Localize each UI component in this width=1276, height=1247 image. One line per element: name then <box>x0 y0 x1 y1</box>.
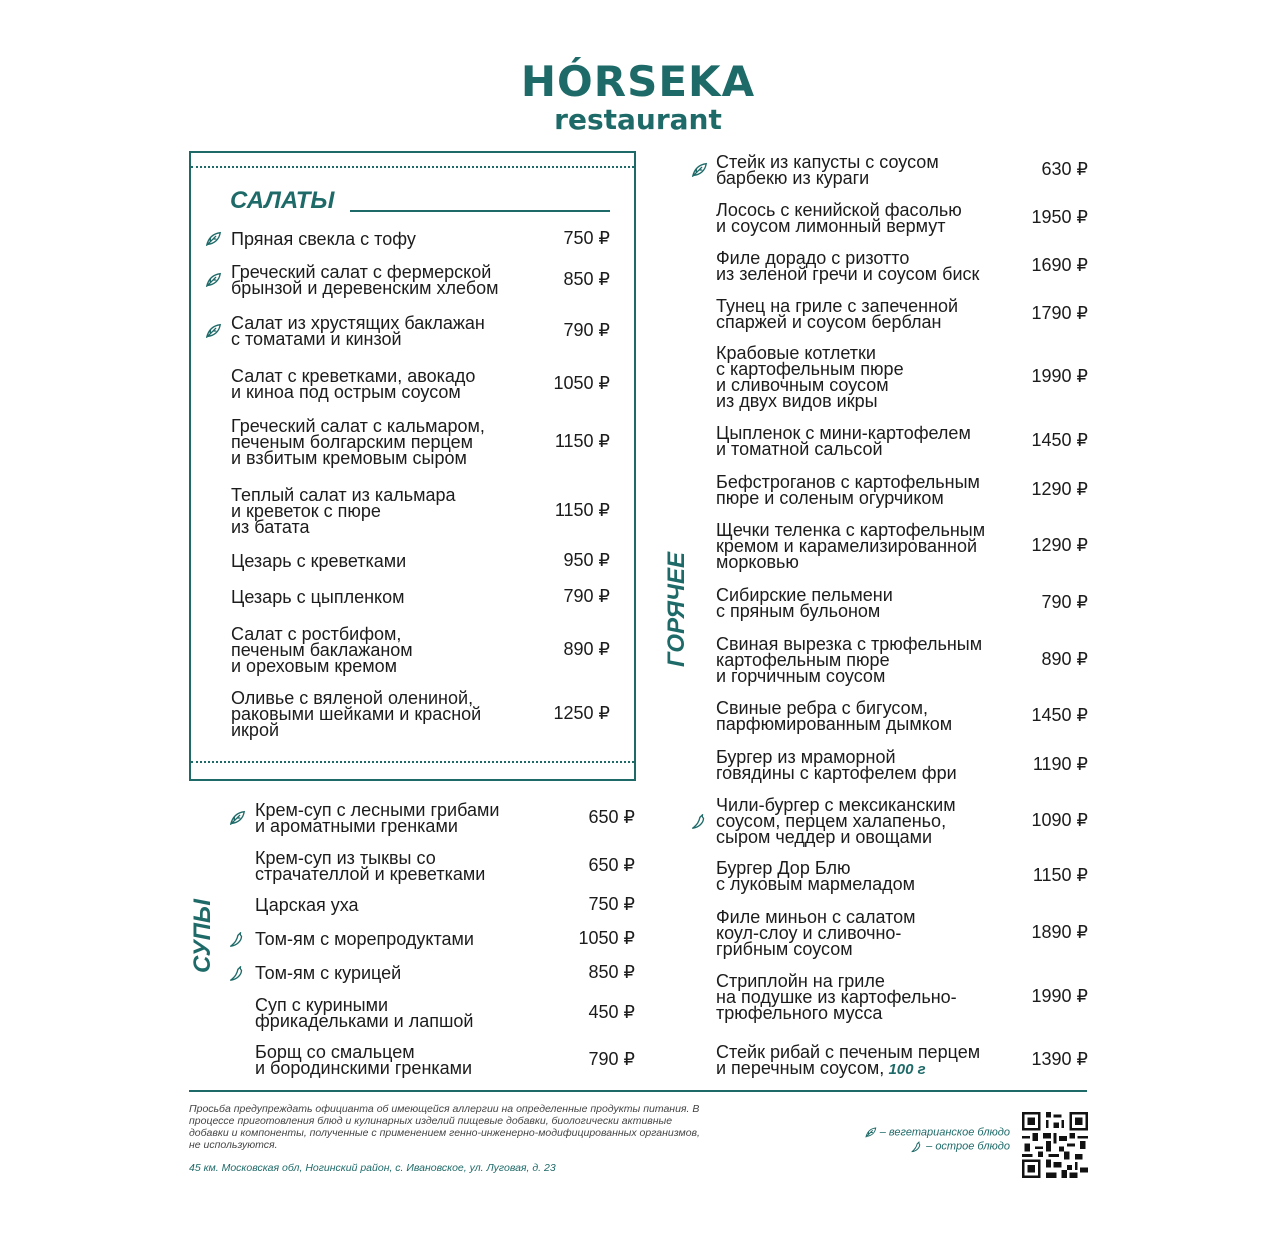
item-name-line: картофельным пюре <box>716 650 890 670</box>
hot-item-price: 1450 ₽ <box>1031 705 1088 725</box>
hot-item-price: 1450 ₽ <box>1031 430 1088 450</box>
hot-item-price: 890 ₽ <box>1041 649 1088 669</box>
salads-item-name <box>231 264 499 296</box>
footer-rule <box>189 1090 1087 1092</box>
item-name-line: Стейк рибай с печеным перцем <box>716 1042 981 1062</box>
soups-item-name <box>255 850 485 882</box>
hot-item-name <box>716 250 979 282</box>
hot-item-name <box>716 973 957 1021</box>
chili-icon <box>228 964 246 982</box>
hot-item-price: 1790 ₽ <box>1031 303 1088 323</box>
item-name-line: икрой <box>231 720 280 740</box>
item-name-line: Филе дорадо с ризотто <box>716 248 910 268</box>
hot-item-name <box>716 700 952 732</box>
item-name-line: из батата <box>231 517 310 537</box>
salads-item-name <box>231 690 481 738</box>
salads-item-price: 790 ₽ <box>563 320 610 340</box>
soups-item-price: 650 ₽ <box>588 855 635 875</box>
address: 45 км. Московская обл, Ногинский район, с. Ивановское, ул. Луговая, д. 23 <box>189 1162 556 1174</box>
hot-item-name <box>716 797 956 845</box>
soups-item-price: 450 ₽ <box>588 1002 635 1022</box>
salads-item-price: 1150 ₽ <box>554 500 610 520</box>
item-name-line: Филе миньон с салатом <box>716 907 916 927</box>
brand-subtitle: restaurant <box>554 103 722 136</box>
item-name-line: Оливье с вяленой олениной, <box>231 688 474 708</box>
hot-item-price: 1390 ₽ <box>1031 1049 1088 1069</box>
item-name-line: страчателлой и креветками <box>255 864 486 884</box>
salads-title-rule <box>350 210 610 212</box>
hot-item-price: 1190 ₽ <box>1032 754 1088 774</box>
salads-item-name <box>231 231 416 247</box>
hot-item-price: 630 ₽ <box>1041 159 1088 179</box>
hot-title: ГОРЯЧЕЕ <box>663 552 690 667</box>
item-name-line: и бородинскими гренками <box>255 1058 473 1078</box>
salads-item-name <box>231 553 406 569</box>
item-name-line: трюфельного мусса <box>716 1003 883 1023</box>
salads-item-name <box>231 626 413 674</box>
item-name-line: Суп с куриными <box>255 995 388 1015</box>
item-name-line: Свиные ребра с бигусом, <box>716 698 928 718</box>
soups-title: СУПЫ <box>189 899 216 973</box>
item-name-line: Сибирские пельмени <box>716 585 893 605</box>
salads-title: САЛАТЫ <box>230 187 335 214</box>
item-name-line: и ореховым кремом <box>231 656 398 676</box>
item-name-line: говядины с картофелем фри <box>716 763 957 783</box>
hot-item-name <box>716 202 962 234</box>
item-name-line: Царская уха <box>255 895 359 915</box>
chili-icon <box>910 1140 923 1153</box>
legend-vegetarian <box>864 1126 1010 1139</box>
hot-item-name <box>716 345 904 409</box>
item-name-line: с луковым мармеладом <box>716 874 916 894</box>
salads-item-price: 950 ₽ <box>563 550 610 570</box>
item-name-line: Стриплойн на гриле <box>716 971 885 991</box>
salads-item-name <box>231 487 456 535</box>
item-name-line: спаржей и соусом берблан <box>716 312 942 332</box>
soups-item-price: 850 ₽ <box>588 962 635 982</box>
item-name-line: и киноа под острым соусом <box>231 382 461 402</box>
hot-item-price: 1690 ₽ <box>1031 255 1088 275</box>
item-name-line: и креветок с пюре <box>231 501 381 521</box>
hot-item-name <box>716 298 958 330</box>
hot-item-price: 1290 ₽ <box>1031 535 1088 555</box>
brand-name: HÓRSEKA <box>520 57 756 106</box>
salads-item-price: 850 ₽ <box>563 269 610 289</box>
item-name-line: Бургер из мраморной <box>716 747 896 767</box>
hot-item-name <box>716 749 957 781</box>
item-name-line: фрикадельками и лапшой <box>255 1011 474 1031</box>
salads-item-name <box>231 418 485 466</box>
item-name-line: Салат с ростбифом, <box>231 624 402 644</box>
item-name-line: Щечки теленка с картофельным <box>716 520 986 540</box>
item-name-line: Цезарь с цыпленком <box>231 587 405 607</box>
item-name-line: Цезарь с креветками <box>231 551 407 571</box>
item-name-line: парфюмированным дымком <box>716 714 953 734</box>
item-name-line: и ароматными гренками <box>255 816 458 836</box>
item-name-line: из зеленой гречи и соусом биск <box>716 264 980 284</box>
item-name-line: Греческий салат с фермерской <box>231 262 492 282</box>
salads-item-name <box>231 368 475 400</box>
soups-item-price: 750 ₽ <box>588 894 635 914</box>
hot-item-name <box>716 474 980 506</box>
item-name-line: Тунец на гриле с запеченной <box>716 296 959 316</box>
salads-item-name <box>231 589 405 605</box>
item-name-line: грибным соусом <box>716 939 853 959</box>
leaf-icon <box>228 809 246 827</box>
salads-item-price: 1150 ₽ <box>554 431 610 451</box>
item-name-line: Крем-суп с лесными грибами <box>255 800 500 820</box>
item-name-line: Том-ям с курицей <box>255 963 402 983</box>
legend-spicy <box>910 1140 1010 1153</box>
salads-item-price: 1250 ₽ <box>553 703 610 723</box>
item-name-line: Борщ со смальцем <box>255 1042 415 1062</box>
item-name-line: Теплый салат из кальмара <box>231 485 456 505</box>
soups-item-name <box>255 997 474 1029</box>
item-name-line: соусом, перцем халапеньо, <box>716 811 947 831</box>
soups-item-name <box>255 931 474 947</box>
item-name-line: кремом и карамелизированной <box>716 536 978 556</box>
item-name-line: из двух видов икры <box>716 391 878 411</box>
qr-code-icon[interactable] <box>1022 1112 1088 1178</box>
item-name-line: Бургер Дор Блю <box>716 858 851 878</box>
leaf-icon <box>204 271 222 289</box>
item-name-line: сыром чеддер и овощами <box>716 827 933 847</box>
item-name-line: Лосось с кенийской фасолью <box>716 200 962 220</box>
item-name-line: Стейк из капусты с соусом <box>716 152 939 172</box>
item-name-line: печеным болгарским перцем <box>231 432 473 452</box>
hot-item-price: 1990 ₽ <box>1031 366 1088 386</box>
legend-vegetarian-label: – вегетарианское блюдо <box>879 1126 1010 1139</box>
item-name-line: с пряным бульоном <box>716 601 881 621</box>
item-name-line: Пряная свекла с тофу <box>231 229 416 249</box>
item-name-line: и соусом лимонный вермут <box>716 216 946 236</box>
item-name-line: Крабовые котлетки <box>716 343 876 363</box>
item-name-line: брынзой и деревенским хлебом <box>231 278 499 298</box>
hot-item-price: 1890 ₽ <box>1031 922 1088 942</box>
hot-item-name <box>716 860 915 892</box>
salads-item-price: 750 ₽ <box>563 228 610 248</box>
item-name-line: на подушке из картофельно- <box>716 987 957 1007</box>
item-name-line: коул-слоу и сливочно- <box>716 923 902 943</box>
salads-dotted-bottom <box>191 761 634 763</box>
hot-item-name <box>716 1044 980 1078</box>
salads-item-name <box>231 315 485 347</box>
soups-item-name <box>255 1044 472 1076</box>
soups-item-price: 790 ₽ <box>588 1049 635 1069</box>
item-name-line: Свиная вырезка с трюфельным <box>716 634 983 654</box>
hot-item-name <box>716 909 916 957</box>
legend-spicy-label: – острое блюдо <box>926 1140 1010 1153</box>
item-name-line: и горчичным соусом <box>716 666 886 686</box>
brand-logo <box>0 57 1276 136</box>
salads-item-price: 890 ₽ <box>563 639 610 659</box>
hot-item-price: 1090 ₽ <box>1031 810 1088 830</box>
leaf-icon <box>204 230 222 248</box>
item-name-line: пюре и соленым огурчиком <box>716 488 944 508</box>
item-name-line: Салат с креветками, авокадо <box>231 366 476 386</box>
item-name-line: Салат из хрустящих баклажан <box>231 313 485 333</box>
item-weight: 100 г <box>884 1061 926 1078</box>
item-name-line: и взбитым кремовым сыром <box>231 448 467 468</box>
hot-item-price: 790 ₽ <box>1041 592 1088 612</box>
item-name-line: Цыпленок с мини-картофелем <box>716 423 971 443</box>
item-name-line: Бефстроганов с картофельным <box>716 472 980 492</box>
hot-item-price: 1990 ₽ <box>1031 986 1088 1006</box>
item-name-line: с томатами и кинзой <box>231 329 402 349</box>
item-name-line: и сливочным соусом <box>716 375 889 395</box>
allergy-notice: Просьба предупреждать официанта об имеющейся аллергии на определенные продукты питания. В процессе приготовления блюд и кулинарных изделий пищевые добавки, биологически активные добавки и компоненты, полученные с применением генно-инженерно-модифицированных организмов, не используются. <box>189 1103 700 1151</box>
salads-dotted-top <box>191 166 634 168</box>
hot-item-price: 1150 ₽ <box>1032 865 1088 885</box>
hot-item-name <box>716 522 985 570</box>
leaf-icon <box>204 322 222 340</box>
leaf-icon <box>690 161 708 179</box>
soups-item-name <box>255 802 499 834</box>
soups-item-price: 650 ₽ <box>588 807 635 827</box>
hot-item-name <box>716 154 939 186</box>
item-name-line: морковью <box>716 552 799 572</box>
item-name-line: с картофельным пюре <box>716 359 904 379</box>
item-name-line: раковыми шейками и красной <box>231 704 482 724</box>
item-name-line: печеным баклажаном <box>231 640 413 660</box>
soups-item-name <box>255 965 401 981</box>
chili-icon <box>228 930 246 948</box>
soups-item-name <box>255 897 359 913</box>
item-name-line: Чили-бургер с мексиканским <box>716 795 956 815</box>
hot-item-name <box>716 636 982 684</box>
hot-item-price: 1950 ₽ <box>1031 207 1088 227</box>
hot-item-name <box>716 587 893 619</box>
chili-icon <box>690 812 708 830</box>
item-name-line: Том-ям с морепродуктами <box>255 929 474 949</box>
soups-item-price: 1050 ₽ <box>578 928 635 948</box>
item-name-line: Греческий салат с кальмаром, <box>231 416 485 436</box>
item-name-line: барбекю из кураги <box>716 168 870 188</box>
item-name-line: и томатной сальсой <box>716 439 883 459</box>
salads-item-price: 790 ₽ <box>563 586 610 606</box>
item-name-line: и перечным соусом, 100 г <box>716 1058 926 1078</box>
leaf-icon <box>864 1126 877 1139</box>
hot-item-price: 1290 ₽ <box>1031 479 1088 499</box>
item-name-line: Крем-суп из тыквы со <box>255 848 436 868</box>
hot-item-name <box>716 425 971 457</box>
salads-item-price: 1050 ₽ <box>553 373 610 393</box>
